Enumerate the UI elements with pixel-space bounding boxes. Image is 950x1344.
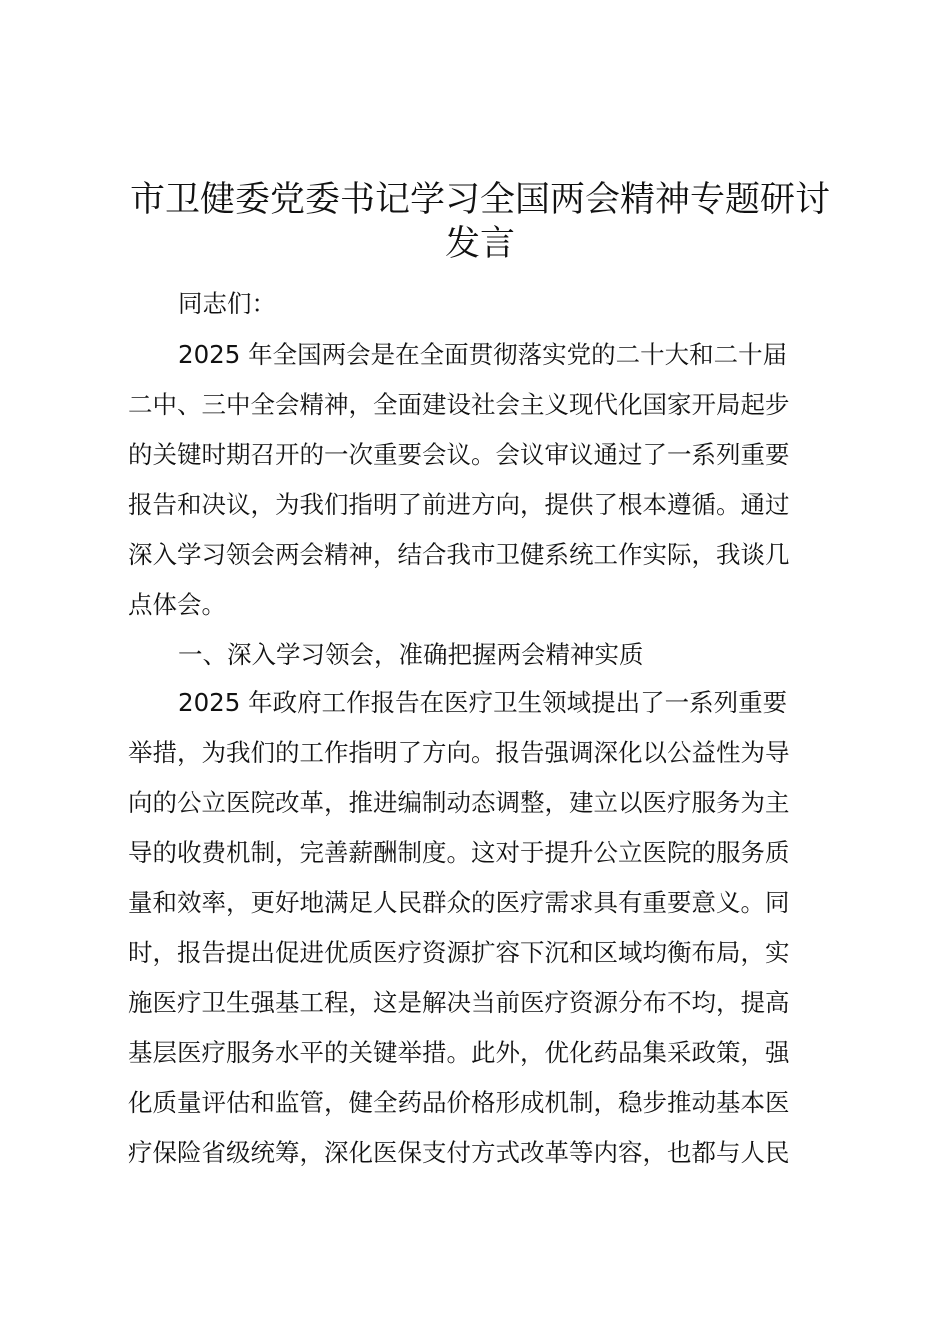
body-line: 报告和决议，为我们指明了前进方向，提供了根本遵循。通过 [128,490,790,519]
section-heading: 一、深入学习领会，准确把握两会精神实质 [178,640,644,669]
body-line: 2025 年政府工作报告在医疗卫生领域提出了一系列重要 [178,688,788,717]
title-line-1: 市卫健委党委书记学习全国两会精神专题研讨 [129,180,830,220]
body-line: 二中、三中全会精神，全面建设社会主义现代化国家开局起步 [128,390,790,419]
body-line: 举措，为我们的工作指明了方向。报告强调深化以公益性为导 [128,738,790,767]
body-line: 时，报告提出促进优质医疗资源扩容下沉和区域均衡布局，实 [128,938,790,967]
body-line: 2025 年全国两会是在全面贯彻落实党的二十大和二十届 [178,340,788,369]
body-line: 施医疗卫生强基工程，这是解决当前医疗资源分布不均，提高 [128,988,790,1017]
body-line: 导的收费机制，完善薪酬制度。这对于提升公立医院的服务质 [128,838,790,867]
document-title [110,178,850,266]
body-line: 点体会。 [128,590,226,619]
body-line: 基层医疗服务水平的关键举措。此外，优化药品集采政策，强 [128,1038,790,1067]
body-line: 化质量评估和监管，健全药品价格形成机制，稳步推动基本医 [128,1088,790,1117]
body-line: 量和效率，更好地满足人民群众的医疗需求具有重要意义。同 [128,888,790,917]
body-line: 疗保险省级统筹，深化医保支付方式改革等内容，也都与人民 [128,1138,790,1167]
body-line: 的关键时期召开的一次重要会议。会议审议通过了一系列重要 [128,440,790,469]
title-line-2: 发言 [444,224,515,264]
body-line: 向的公立医院改革，推进编制动态调整，建立以医疗服务为主 [128,788,790,817]
salutation: 同志们： [178,289,276,318]
body-line: 深入学习领会两会精神，结合我市卫健系统工作实际，我谈几 [128,540,790,569]
